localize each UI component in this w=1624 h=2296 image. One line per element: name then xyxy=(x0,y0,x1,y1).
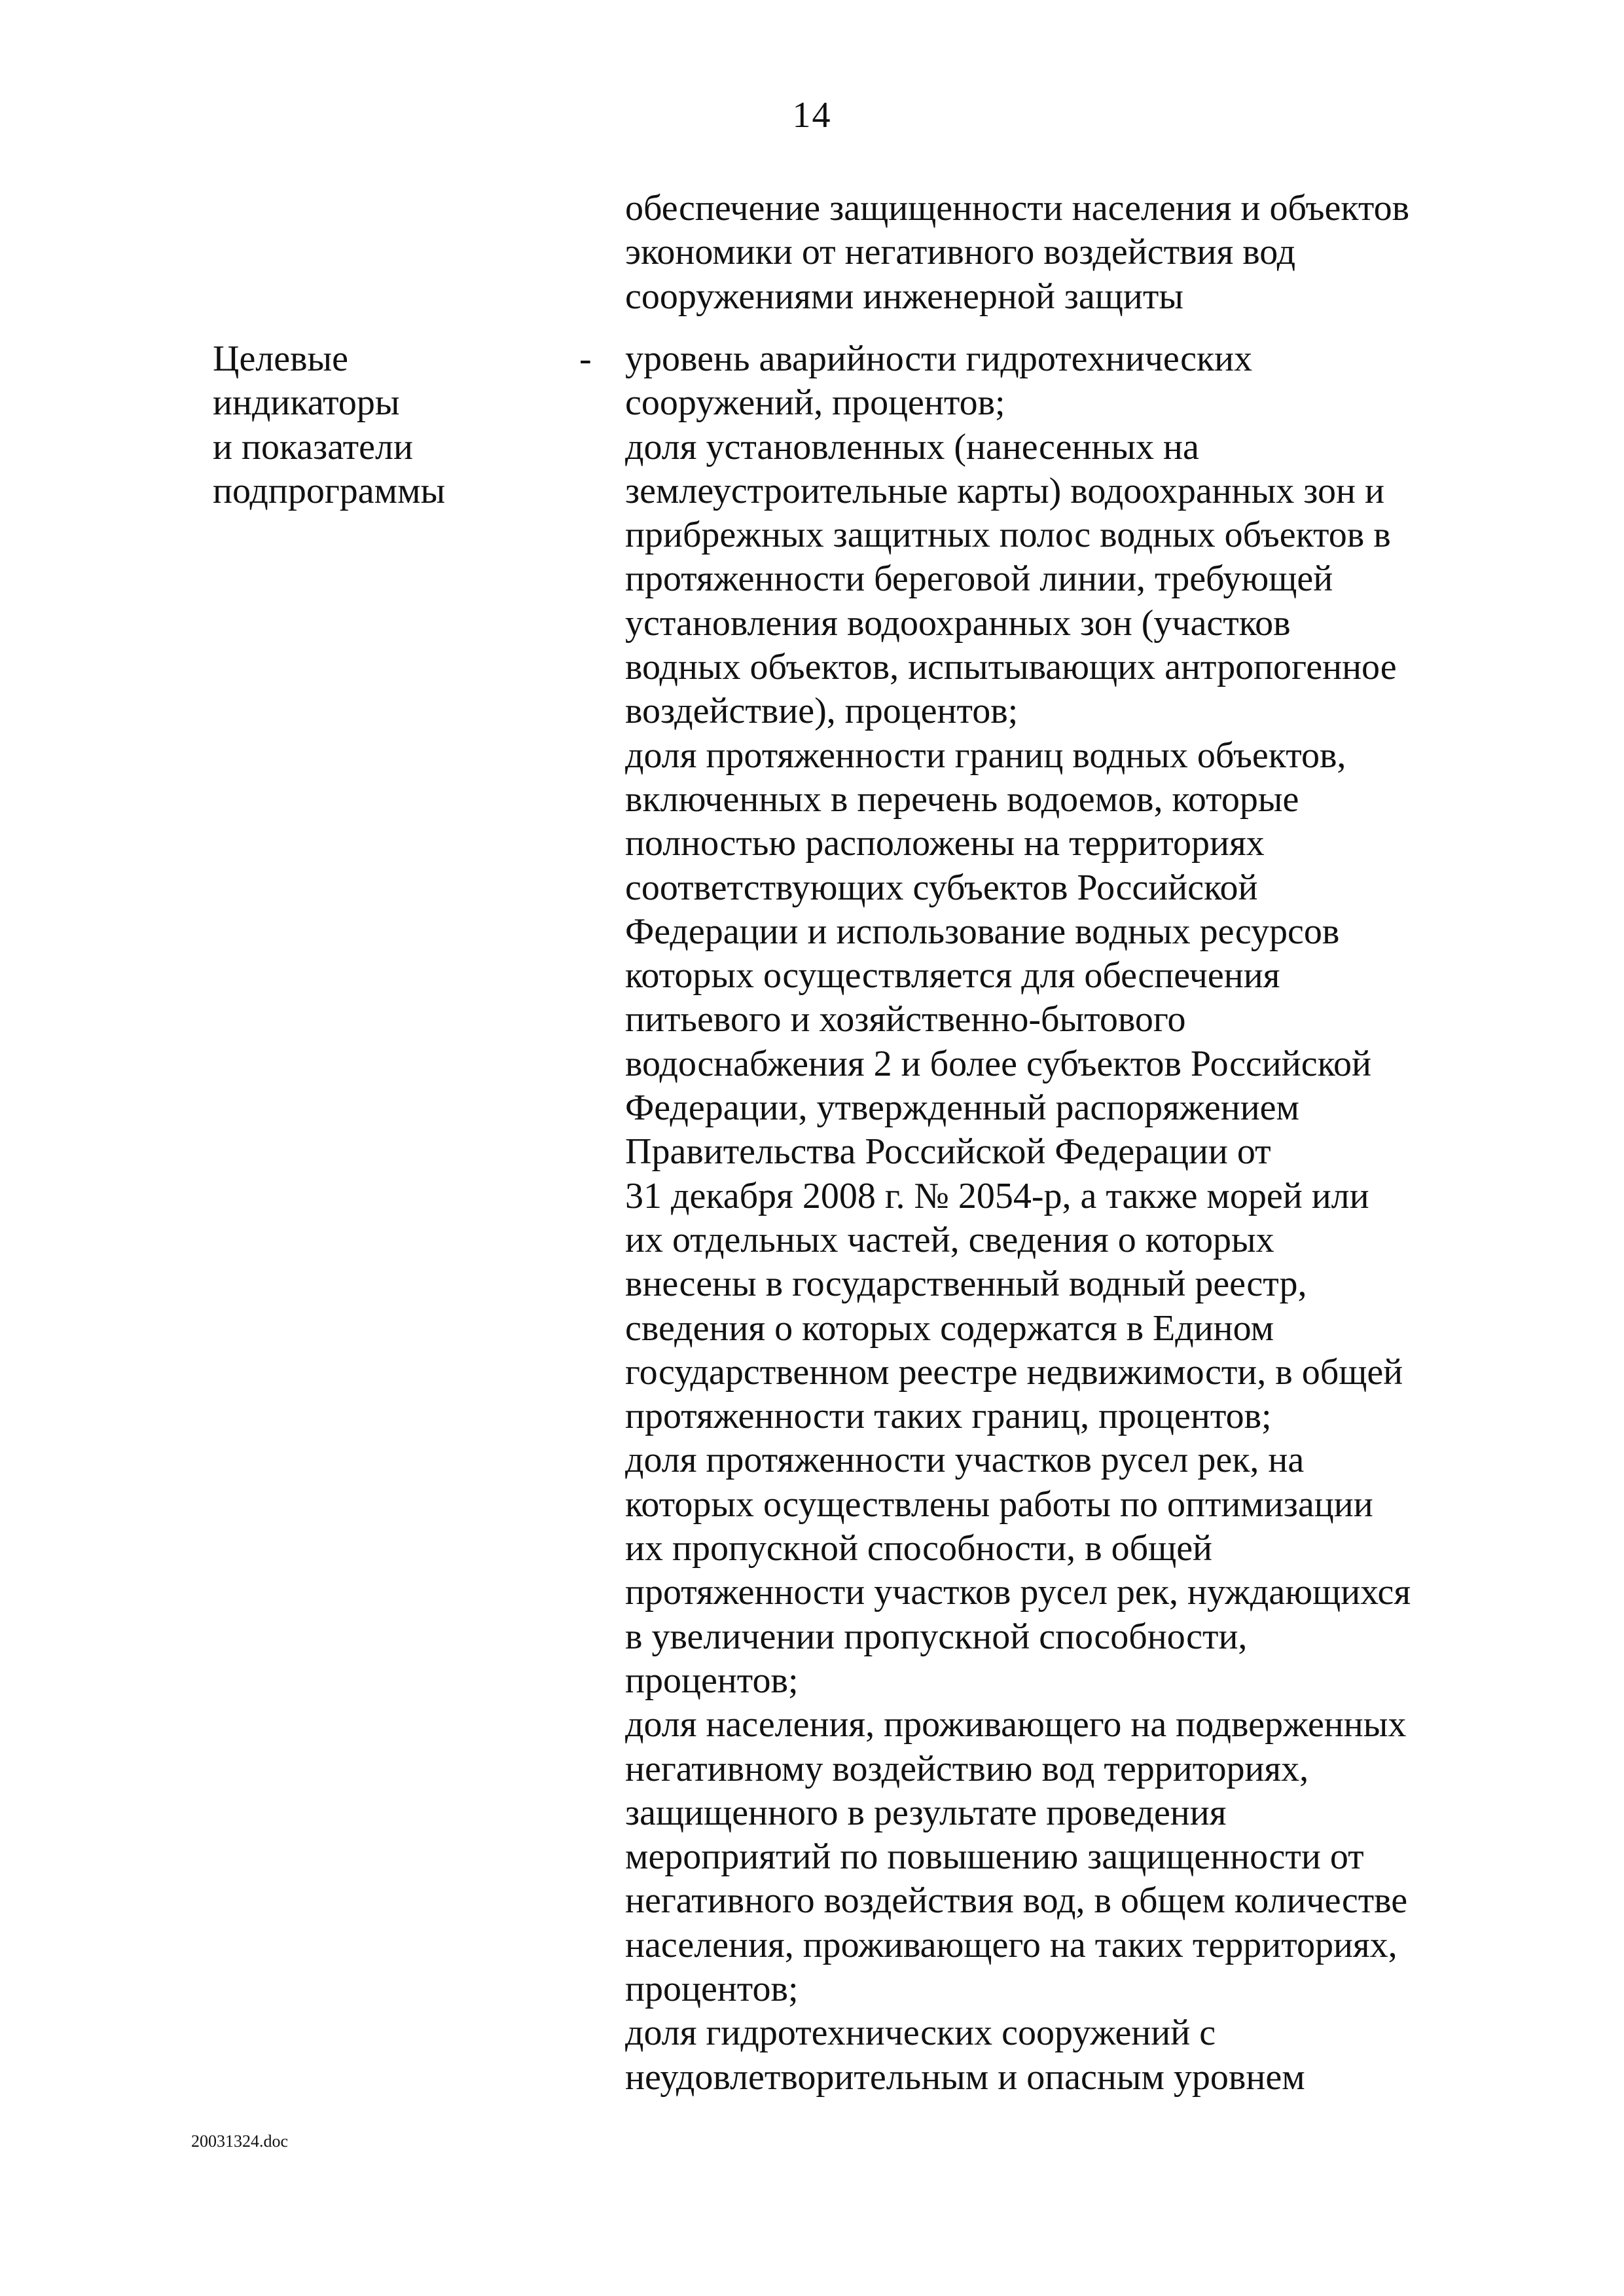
row-value xyxy=(625,337,1555,2100)
text-line: протяженности береговой линии, требующей xyxy=(625,558,1333,600)
text-line: уровень аварийности гидротехнических xyxy=(625,338,1253,379)
text-line: мероприятий по повышению защищенности от xyxy=(625,1836,1364,1878)
text-line: прибрежных защитных полос водных объектов в xyxy=(625,515,1391,556)
text-line: защищенного в результате проведения xyxy=(625,1792,1227,1833)
text-line: воздействие), процентов; xyxy=(625,691,1019,732)
text-line: их пропускной способности, в общей xyxy=(625,1528,1213,1569)
label-line: подпрограммы xyxy=(213,470,446,511)
text-line: доля гидротехнических сооружений с xyxy=(625,2013,1216,2054)
row-dash: - xyxy=(579,338,592,379)
page-number: 14 xyxy=(792,95,832,136)
text-line: водных объектов, испытывающих антропогенное xyxy=(625,647,1397,688)
text-line: Правительства Российской Федерации от xyxy=(625,1131,1271,1173)
label-line: индикаторы xyxy=(213,382,400,424)
text-line: которых осуществляется для обеспечения xyxy=(625,955,1280,996)
text-line: процентов; xyxy=(625,1968,799,2009)
text-line: землеустроительные карты) водоохранных зон и xyxy=(625,470,1384,511)
text-line: населения, проживающего на таких территориях, xyxy=(625,1924,1398,1965)
text-line: внесены в государственный водный реестр, xyxy=(625,1264,1307,1305)
text-line: Федерации, утвержденный распоряжением xyxy=(625,1087,1299,1129)
continuation-text xyxy=(625,187,1555,319)
text-line: в увеличении пропускной способности, xyxy=(625,1616,1248,1657)
text-line: неудовлетворительным и опасным уровнем xyxy=(625,2056,1305,2098)
text-line: водоснабжения 2 и более субъектов Российской xyxy=(625,1043,1371,1084)
text-line: сооружениями инженерной защиты xyxy=(625,276,1183,317)
text-line: соответствующих субъектов Российской xyxy=(625,867,1258,908)
text-line: включенных в перечень водоемов, которые xyxy=(625,778,1299,820)
text-line: их отдельных частей, сведения о которых xyxy=(625,1219,1274,1260)
label-line: и показатели xyxy=(213,426,413,467)
label-line: Целевые xyxy=(213,338,349,379)
text-line: негативному воздействию вод территориях, xyxy=(625,1748,1309,1789)
text-line: полностью расположены на территориях xyxy=(625,823,1265,864)
text-line: протяженности таких границ, процентов; xyxy=(625,1396,1272,1437)
document-filename: 20031324.doc xyxy=(191,2132,289,2151)
row-label xyxy=(213,337,566,513)
text-line: доля протяженности границ водных объектов, xyxy=(625,735,1346,776)
text-line: которых осуществлены работы по оптимизации xyxy=(625,1484,1373,1525)
text-line: установления водоохранных зон (участков xyxy=(625,602,1291,644)
text-line: питьевого и хозяйственно-бытового xyxy=(625,999,1186,1040)
text-line: экономики от негативного воздействия вод xyxy=(625,232,1296,273)
text-line: государственном реестре недвижимости, в общей xyxy=(625,1351,1403,1393)
text-line: доля населения, проживающего на подверженных xyxy=(625,1704,1407,1745)
text-line: доля протяженности участков русел рек, на xyxy=(625,1440,1305,1481)
text-line: сведения о которых содержатся в Едином xyxy=(625,1307,1274,1349)
text-line: 31 декабря 2008 г. № 2054-р, а также морей или xyxy=(625,1175,1369,1216)
text-line: процентов; xyxy=(625,1660,799,1701)
text-line: негативного воздействия вод, в общем количестве xyxy=(625,1880,1408,1922)
text-line: Федерации и использование водных ресурсов xyxy=(625,911,1340,952)
text-line: протяженности участков русел рек, нуждающихся xyxy=(625,1572,1411,1613)
text-line: доля установленных (нанесенных на xyxy=(625,426,1199,467)
text-line: сооружений, процентов; xyxy=(625,382,1005,424)
text-line: обеспечение защищенности населения и объектов xyxy=(625,188,1410,228)
